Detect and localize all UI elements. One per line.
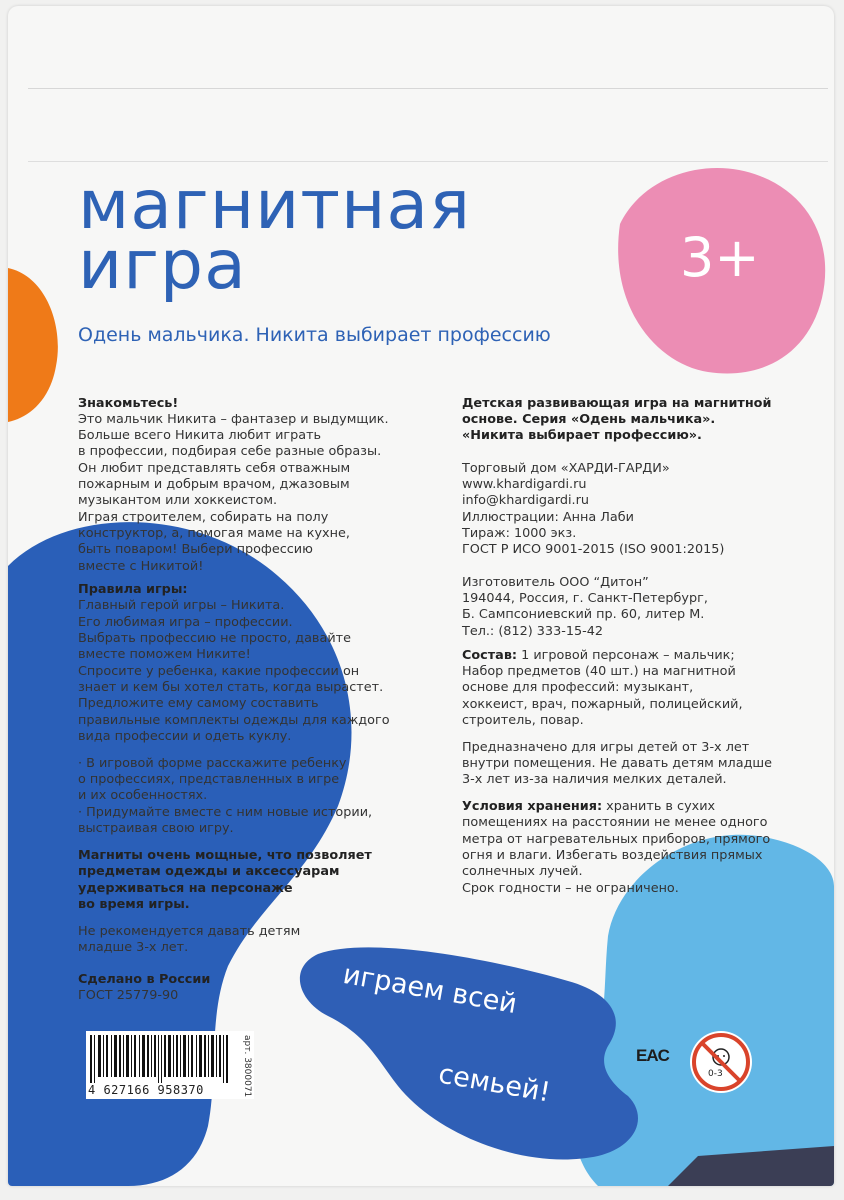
storage-line: Срок годности – не ограничено.: [462, 881, 679, 896]
subtitle: Одень мальчика. Никита выбирает профессию: [78, 324, 551, 346]
title-line-2: игра: [78, 226, 247, 305]
composition-line: хоккеист, врач, пожарный, полицейский,: [462, 697, 743, 712]
intro-line: Больше всего Никита любит играть: [78, 428, 322, 443]
publisher-line: Тираж: 1000 экз.: [462, 526, 577, 541]
rules-line: вместе поможем Никите!: [78, 647, 251, 662]
storage-label: Условия хранения:: [462, 799, 603, 814]
purpose-line: 3-х лет из-за наличия мелких деталей.: [462, 772, 727, 787]
rules-line: Спросите у ребенка, какие профессии он: [78, 664, 360, 679]
warning-line: младше 3-х лет.: [78, 940, 189, 955]
slogan-line-2: семьей!: [436, 1058, 553, 1109]
magnets-line: удерживаться на персонаже: [78, 881, 293, 896]
age-restriction-icon: [690, 1031, 752, 1093]
composition-line: основе для профессий: музыкант,: [462, 680, 694, 695]
magnets-line: предметам одежды и аксессуарам: [78, 864, 340, 879]
composition-first: 1 игровой персонаж – мальчик;: [517, 648, 735, 663]
intro-line: Это мальчик Никита – фантазер и выдумщик.: [78, 412, 389, 427]
purpose-line: внутри помещения. Не давать детям младше: [462, 756, 773, 771]
intro-line: Играя строителем, собирать на полу: [78, 510, 329, 525]
tip-line: · Придумайте вместе с ним новые истории,: [78, 805, 373, 820]
rules-heading: Правила игры:: [78, 582, 188, 597]
composition-first-line: [462, 648, 735, 664]
tip-line: о профессиях, представленных в игре: [78, 772, 340, 787]
product-heading-line: «Никита выбирает профессию».: [462, 428, 702, 443]
rules-line: Главный герой игры – Никита.: [78, 598, 285, 613]
title-line-1: магнитная: [78, 166, 471, 245]
rules-line: Предложите ему самому составить: [78, 696, 319, 711]
barcode-number: 4 627166 958370: [88, 1083, 204, 1097]
rules-line: знает и кем бы хотел стать, когда вырастет.: [78, 680, 384, 695]
intro-line: конструктор, а, помогая маме на кухне,: [78, 526, 350, 541]
article-number: арт. 3800071: [242, 1035, 252, 1098]
slogan-line-1: играем всей: [340, 958, 520, 1021]
purpose-line: Предназначено для игры детей от 3-х лет: [462, 740, 750, 755]
storage-line: солнечных лучей.: [462, 864, 583, 879]
storage-first: хранить в сухих: [602, 799, 716, 814]
magnets-line: Магниты очень мощные, что позволяет: [78, 848, 372, 863]
rules-line: Выбрать профессию не просто, давайте: [78, 631, 351, 646]
intro-line: музыкантом или хоккеистом.: [78, 493, 278, 508]
rules-line: вида профессии и одеть куклу.: [78, 729, 292, 744]
rules-line: Его любимая игра – профессии.: [78, 615, 293, 630]
flap-strip: [28, 88, 828, 162]
warning-line: Не рекомендуется давать детям: [78, 924, 301, 939]
gost: ГОСТ 25779-90: [78, 988, 179, 1003]
intro-heading: Знакомьтесь!: [78, 396, 179, 411]
storage-line: огня и влаги. Избегать воздействия прямых: [462, 848, 763, 863]
product-heading-line: Детская развивающая игра на магнитной: [462, 396, 772, 411]
publisher-line: Торговый дом «ХАРДИ-ГАРДИ»: [462, 461, 670, 476]
rules-line: правильные комплекты одежды для каждого: [78, 713, 390, 728]
age-icon-label: 0-3: [708, 1069, 723, 1079]
tip-line: выстраивая свою игру.: [78, 821, 234, 836]
manufacturer-line: 194044, Россия, г. Санкт-Петербург,: [462, 591, 708, 606]
intro-line: в профессии, подбирая себе разные образы.: [78, 444, 382, 459]
eac-mark: EAC: [636, 1046, 669, 1065]
publisher-line: info@khardigardi.ru: [462, 493, 589, 508]
storage-first-line: [462, 799, 715, 815]
intro-line: быть поваром! Выбери профессию: [78, 542, 313, 557]
intro-line: пожарным и добрым врачом, джазовым: [78, 477, 350, 492]
publisher-line: www.khardigardi.ru: [462, 477, 587, 492]
publisher-line: Иллюстрации: Анна Лаби: [462, 510, 634, 525]
publisher-line: ГОСТ Р ИСО 9001-2015 (ISO 9001:2015): [462, 542, 725, 557]
tip-line: и их особенностях.: [78, 788, 208, 803]
age-badge: 3+: [680, 226, 760, 289]
made-in: Сделано в России: [78, 972, 211, 987]
composition-line: строитель, повар.: [462, 713, 584, 728]
storage-line: помещениях на расстоянии не менее одного: [462, 815, 768, 830]
composition-label: Состав:: [462, 648, 518, 663]
manufacturer-line: Изготовитель ООО “Дитон”: [462, 575, 649, 590]
manufacturer-line: Тел.: (812) 333-15-42: [462, 624, 604, 639]
intro-line: Он любит представлять себя отважным: [78, 461, 351, 476]
product-heading-line: основе. Серия «Одень мальчика».: [462, 412, 716, 427]
orange-blob: [8, 268, 58, 422]
package-back: [8, 6, 834, 1186]
manufacturer-line: Б. Сампсониевский пр. 60, литер М.: [462, 607, 705, 622]
no-small-parts-icon: [690, 1031, 752, 1093]
composition-line: Набор предметов (40 шт.) на магнитной: [462, 664, 736, 679]
magnets-line: во время игры.: [78, 897, 190, 912]
tip-line: · В игровой форме расскажите ребенку: [78, 756, 347, 771]
barcode-bars: [90, 1035, 240, 1083]
barcode: [86, 1031, 254, 1099]
intro-line: вместе с Никитой!: [78, 559, 204, 574]
storage-line: метра от нагревательных приборов, прямого: [462, 832, 771, 847]
